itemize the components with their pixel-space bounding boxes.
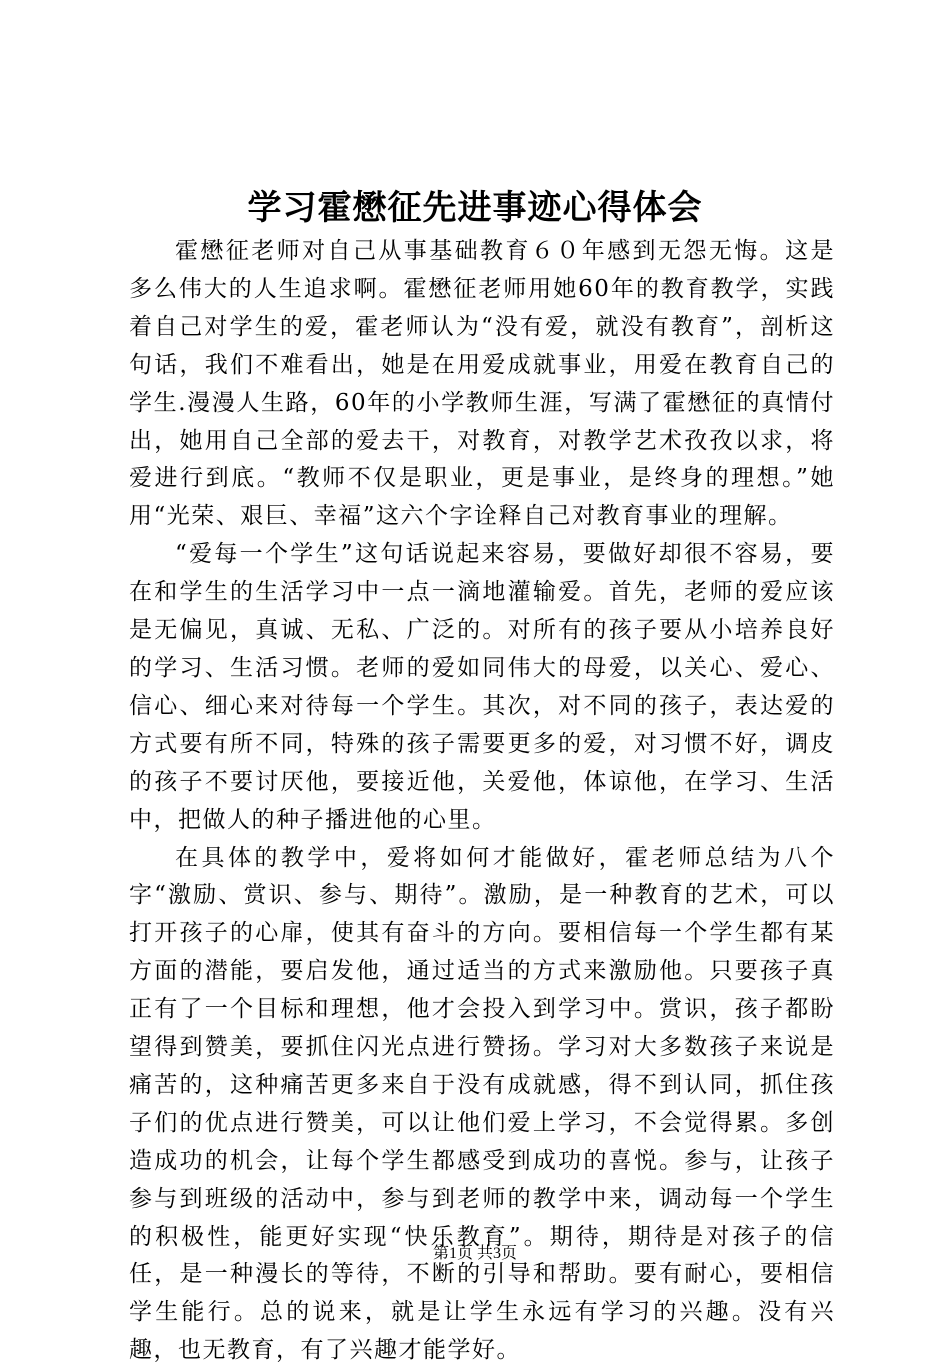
paragraph: “爱每一个学生”这句话说起来容易，要做好却很不容易，要在和学生的生活学习中一点一滴地灌输爱。首先，老师的爱应该是无偏见，真诚、无私、广泛的。对所有的孩子要从小培养良好的学习、生活习惯。老师的爱如同伟大的母爱，以关心、爱心、信心、细心来对待每一个学生。其次，对不同的孩子，表达爱的方式要有所不同，特殊的孩子需要更多的爱，对习惯不好，调皮的孩子不要讨厌他，要接近他，关爱他，体谅他，在学习、生活中，把做人的种子播进他的心里。 (129, 536, 835, 839)
document-title: 学习霍懋征先进事迹心得体会 (0, 183, 950, 233)
paragraph: 在具体的教学中，爱将如何才能做好，霍老师总结为八个字“激励、赏识、参与、期待”。激励，是一种教育的艺术，可以打开孩子的心扉，使其有奋斗的方向。要相信每一个学生都有某方面的潜能，要启发他，通过适当的方式来激励他。只要孩子真正有了一个目标和理想，他才会投入到学习中。赏识，孩子都盼望得到赞美，要抓住闪光点进行赞扬。学习对大多数孩子来说是痛苦的，这种痛苦更多来自于没有成就感，得不到认同，抓住孩子们的优点进行赞美，可以让他们爱上学习，不会觉得累。多创造成功的机会，让每个学生都感受到成功的喜悦。参与，让孩子参与到班级的活动中，参与到老师的教学中来，调动每一个学生的积极性，能更好实现“快乐教育”。期待，期待是对孩子的信任，是一种漫长的等待，不断的引导和帮助。要有耐心，要相信学生能行。总的说来，就是让学生永远有学习的兴趣。没有兴趣，也无教育，有了兴趣才能学好。 (129, 840, 835, 1370)
paragraph: 霍懋征老师对自己从事基础教育６０年感到无怨无悔。这是多么伟大的人生追求啊。霍懋征老师用她60年的教育教学，实践着自己对学生的爱，霍老师认为“没有爱，就没有教育”，剖析这句话，我们不难看出，她是在用爱成就事业，用爱在教育自己的学生.漫漫人生路，60年的小学教师生涯，写满了霍懋征的真情付出，她用自己全部的爱去干，对教育，对教学艺术孜孜以求，将爱进行到底。“教师不仅是职业，更是事业，是终身的理想。”她用“光荣、艰巨、幸福”这六个字诠释自己对教育事业的理解。 (129, 233, 835, 536)
document-body (129, 233, 835, 1370)
page-number-footer: 第1页 共3页 (0, 1242, 950, 1266)
